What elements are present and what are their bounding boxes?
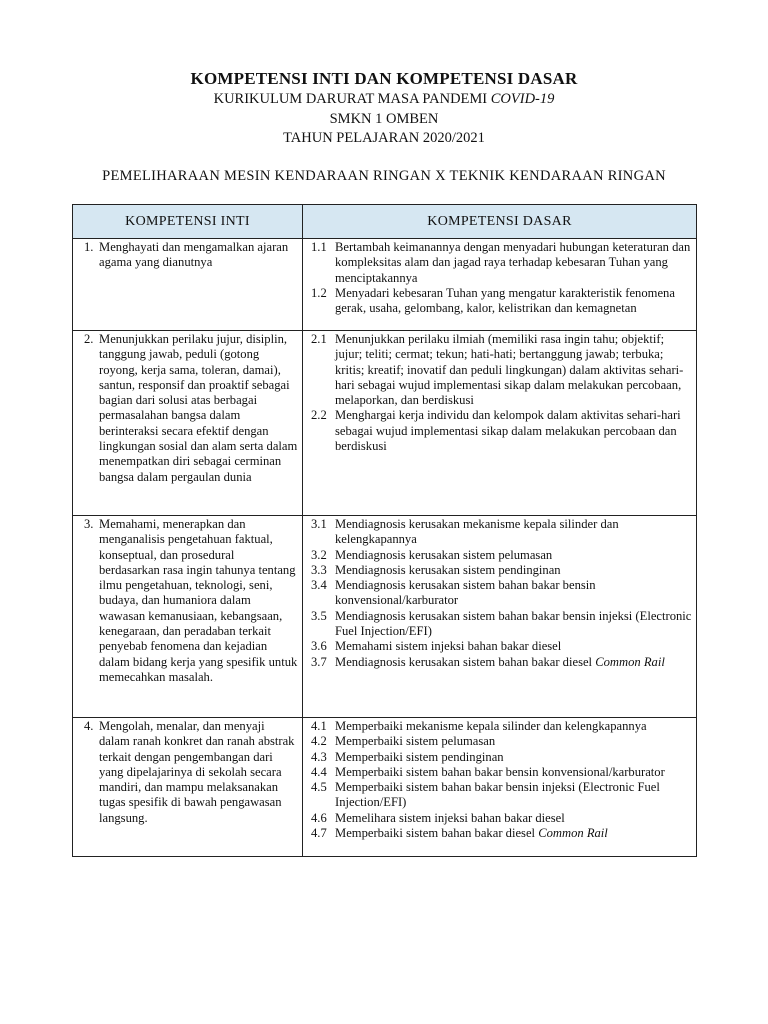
ki-number: 1. bbox=[84, 240, 94, 254]
kd-item bbox=[311, 655, 692, 670]
kd-text: Bertambah keimanannya dengan menyadari hubungan keteraturan dan kompleksitas alam dan jagad raya terhadap kebesaran Tuhan yang menciptakannya bbox=[335, 240, 691, 285]
kd-number: 4.2 bbox=[311, 734, 327, 749]
kd-text: Menyadari kebesaran Tuhan yang mengatur karakteristik fenomena gerak, usaha, gelombang, kalor, kelistrikan dan kemagnetan bbox=[335, 285, 675, 316]
kompetensi-inti-item bbox=[73, 516, 302, 685]
ki-text: Menghayati dan mengamalkan ajaran agama yang dianutnya bbox=[99, 240, 289, 270]
kd-item bbox=[311, 578, 692, 609]
kd-text: Memperbaiki sistem pendinginan bbox=[335, 749, 504, 764]
kd-text: Memelihara sistem injeksi bahan bakar diesel bbox=[335, 810, 565, 825]
kd-number: 3.2 bbox=[311, 547, 327, 562]
kd-number: 4.6 bbox=[311, 810, 327, 825]
kd-number: 3.4 bbox=[311, 578, 327, 593]
kd-number: 4.4 bbox=[311, 764, 327, 779]
kompetensi-inti-item bbox=[73, 239, 302, 271]
kd-number: 3.6 bbox=[311, 639, 327, 654]
kd-item bbox=[311, 750, 692, 765]
kd-number: 4.7 bbox=[311, 826, 327, 841]
table-row bbox=[73, 516, 697, 718]
document-title: KOMPETENSI INTI DAN KOMPETENSI DASAR bbox=[190, 69, 578, 88]
kd-text: Memperbaiki sistem bahan bakar bensin konvensional/karburator bbox=[335, 764, 665, 779]
school-name: SMKN 1 OMBEN bbox=[329, 111, 439, 127]
kd-item bbox=[311, 286, 692, 317]
kompetensi-inti-cell bbox=[73, 331, 303, 516]
kd-italic-text: Common Rail bbox=[595, 654, 665, 669]
kompetensi-dasar-cell bbox=[303, 239, 697, 331]
kd-item bbox=[311, 517, 692, 548]
kd-item bbox=[311, 639, 692, 654]
kompetensi-inti-cell bbox=[73, 239, 303, 331]
academic-year: TAHUN PELAJARAN 2020/2021 bbox=[283, 130, 485, 146]
ki-text: Memahami, menerapkan dan menganalisis pengetahuan faktual, konseptual, dan prosedural berdasarkan rasa ingin tahunya tentang ilmu pengetahuan, teknologi, seni, budaya, dan humaniora dalam wawasan kemanusiaan, kebangsaan, kenegaraan, dan peradaban terkait penyebab fenomena dan kejadian dalam bidang kerja yang spesifik untuk memecahkan masalah. bbox=[99, 517, 298, 684]
kd-text: Mendiagnosis kerusakan sistem pelumasan bbox=[335, 547, 553, 562]
kd-number: 3.5 bbox=[311, 608, 327, 623]
table-row bbox=[73, 331, 697, 516]
kd-item bbox=[311, 719, 692, 734]
ki-number: 4. bbox=[84, 719, 94, 733]
kd-text: Memperbaiki sistem pelumasan bbox=[335, 734, 496, 749]
kd-number: 3.3 bbox=[311, 562, 327, 577]
kd-number: 3.7 bbox=[311, 654, 327, 669]
kd-text: Menunjukkan perilaku ilmiah (memiliki rasa ingin tahu; objektif; jujur; teliti; cermat; tekun; hati-hati; bertanggung jawab; terbuka; kritis; kreatif; inovatif dan peduli lingkungan) dalam aktivitas sehari-hari sebagai wujud implementasi sikap dalam melakukan percobaan, melaporkan, dan berdiskusi bbox=[335, 332, 684, 408]
kd-text: Mendiagnosis kerusakan sistem bahan bakar bensin konvensional/karburator bbox=[335, 578, 596, 608]
kompetensi-dasar-cell bbox=[303, 331, 697, 516]
header-kompetensi-dasar: KOMPETENSI DASAR bbox=[303, 205, 697, 239]
kd-item bbox=[311, 332, 692, 408]
kd-item bbox=[311, 780, 692, 811]
table-row bbox=[73, 718, 697, 857]
table-row bbox=[73, 239, 697, 331]
kd-text: Menghargai kerja individu dan kelompok dalam aktivitas sehari-hari sebagai wujud implementasi sikap dalam melakukan percobaan dan berdiskusi bbox=[335, 408, 681, 454]
kd-number: 1.2 bbox=[311, 285, 327, 300]
kd-number: 1.1 bbox=[311, 240, 327, 254]
kd-number: 4.3 bbox=[311, 749, 327, 764]
kompetensi-inti-item bbox=[73, 331, 302, 485]
kompetensi-inti-cell bbox=[73, 516, 303, 718]
kd-text: Memahami sistem injeksi bahan bakar diesel bbox=[335, 639, 562, 654]
kd-number: 2.2 bbox=[311, 408, 327, 423]
kd-item bbox=[311, 548, 692, 563]
kd-number: 3.1 bbox=[311, 517, 327, 531]
kd-item bbox=[311, 563, 692, 578]
kd-number: 2.1 bbox=[311, 332, 327, 346]
kompetensi-inti-cell bbox=[73, 718, 303, 857]
kd-item bbox=[311, 826, 692, 841]
kd-item bbox=[311, 408, 692, 454]
ki-number: 3. bbox=[84, 517, 94, 531]
kd-number: 4.1 bbox=[311, 719, 327, 733]
kompetensi-dasar-cell bbox=[303, 718, 697, 857]
kd-item bbox=[311, 811, 692, 826]
kd-text: Memperbaiki sistem bahan bakar bensin injeksi (Electronic Fuel Injection/EFI) bbox=[335, 780, 660, 810]
program-title: PEMELIHARAAN MESIN KENDARAAN RINGAN X TEKNIK KENDARAAN RINGAN bbox=[102, 168, 666, 184]
kompetensi-inti-item bbox=[73, 718, 302, 826]
kd-item bbox=[311, 609, 692, 640]
kd-item bbox=[311, 765, 692, 780]
kd-text: Mendiagnosis kerusakan mekanisme kepala silinder dan kelengkapannya bbox=[335, 517, 619, 547]
ki-number: 2. bbox=[84, 332, 94, 346]
competency-table bbox=[72, 204, 697, 857]
document-subtitle: KURIKULUM DARURAT MASA PANDEMI COVID-19 bbox=[213, 91, 555, 107]
kd-text: Mendiagnosis kerusakan sistem pendinginan bbox=[335, 562, 561, 577]
ki-text: Mengolah, menalar, dan menyaji dalam ranah konkret dan ranah abstrak terkait dengan pengembangan dari yang dipelajarinya di sekolah secara mandiri, dan mampu melaksanakan tugas spesifik di bawah pengawasan langsung. bbox=[99, 719, 295, 825]
kompetensi-dasar-cell bbox=[303, 516, 697, 718]
kd-italic-text: Common Rail bbox=[538, 826, 608, 841]
kd-item bbox=[311, 734, 692, 749]
kd-item bbox=[311, 240, 692, 286]
kd-text: Memperbaiki sistem bahan bakar diesel bbox=[335, 826, 539, 841]
kd-text: Mendiagnosis kerusakan sistem bahan bakar diesel bbox=[335, 654, 596, 669]
header-kompetensi-inti: KOMPETENSI INTI bbox=[73, 205, 303, 239]
kd-text: Mendiagnosis kerusakan sistem bahan bakar bensin injeksi (Electronic Fuel Injection/EFI) bbox=[335, 608, 692, 639]
kd-number: 4.5 bbox=[311, 780, 327, 795]
ki-text: Menunjukkan perilaku jujur, disiplin, tanggung jawab, peduli (gotong royong, kerja sama, toleran, damai), santun, responsif dan proaktif sebagai bagian dari solusi atas berbagai permasalahan bangsa dalam berinteraksi secara efektif dengan lingkungan sosial dan alam serta dalam menempatkan diri sebagai cerminan bangsa dalam pergaulan dunia bbox=[99, 332, 298, 484]
kd-text: Memperbaiki mekanisme kepala silinder dan kelengkapannya bbox=[335, 719, 647, 733]
